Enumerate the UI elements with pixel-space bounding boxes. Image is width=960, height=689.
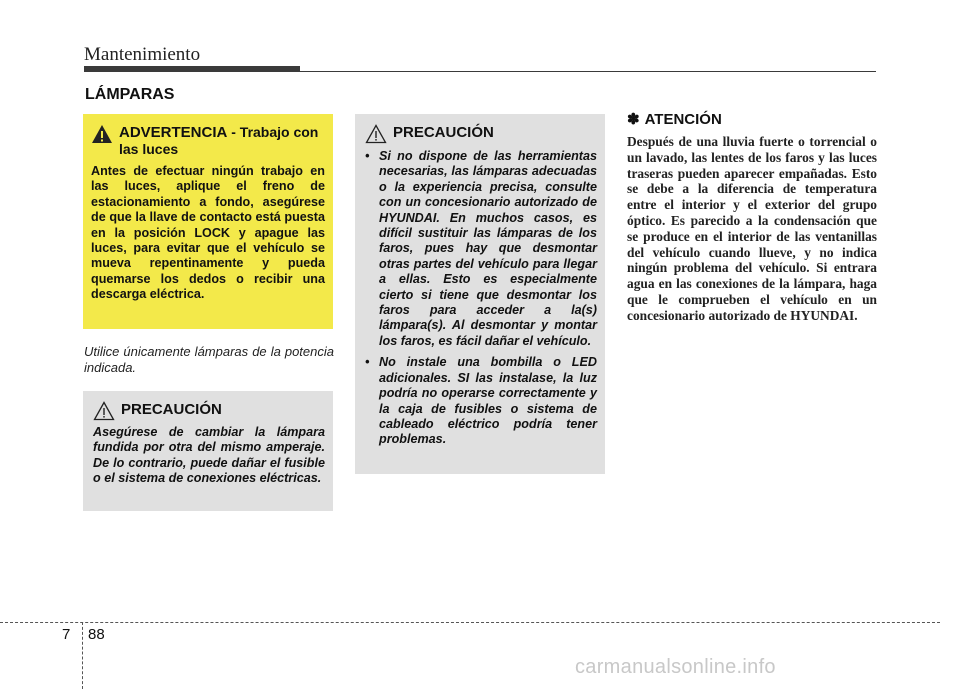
caution-title: PRECAUCIÓN xyxy=(121,401,222,418)
attention-body: Después de una lluvia fuerte o torrencial o un lavado, las lentes de los faros y las luces traseras pueden aparecer empañadas. Esto se debe a la diferencia de temperatura entre el interior y el exterior del grupo óptico. Es parecido a la condensación que se produce en el interior de las ventanillas del vehículo cuando llueve, y no indica ningún problema del vehículo. Si entrara agua en las conexiones de la lámpara, haga que le comprueben el vehículo en un concesionario autorizado de HYUNDAI. xyxy=(627,134,877,323)
bullet-text: Si no dispone de las herramientas necesarias, las lámparas adecuadas o la experiencia precisa, consulte con un concesionario autorizado de HYUNDAI. En muchos casos, es difícil sustituir las lámparas de los faros, pues hay que desmontar otras partes del vehículo para llegar a ellas. Esto es especialmente cierto si tiene que desmontar los faros para acceder a la(s) lámpara(s). Al desmontar y montar los faros, es fácil dañar el vehículo. xyxy=(379,149,597,348)
watermark: carmanualsonline.info xyxy=(575,656,776,678)
caution-box-replacement xyxy=(355,114,605,474)
header-bar xyxy=(84,66,300,72)
warning-body: Antes de efectuar ningún trabajo en las luces, aplique el freno de estacionamiento a fondo, asegúrese de que la llave de contacto está puesta en la posición LOCK y apague las luces, para evitar que el vehículo se mueva repentinamente y pueda quemarse los dedos o recibir una descarga eléctrica. xyxy=(91,164,325,302)
header-rule xyxy=(300,71,876,72)
attention-title: ATENCIÓN xyxy=(644,110,722,128)
caution-header xyxy=(93,401,325,421)
bullet-icon: • xyxy=(365,355,370,370)
page-number: 88 xyxy=(88,626,105,643)
page-header-title: Mantenimiento xyxy=(84,44,201,65)
footer-divider xyxy=(82,622,83,689)
warning-title-main: ADVERTENCIA xyxy=(119,124,228,141)
warning-box xyxy=(83,114,333,329)
warning-triangle-icon xyxy=(91,124,113,144)
chapter-number: 7 xyxy=(62,626,71,643)
caution-box-fuse xyxy=(83,391,333,511)
warning-subtitle: - Trabajo con las luces xyxy=(119,124,319,157)
warning-title xyxy=(119,124,325,158)
caution-bullet-list xyxy=(365,149,597,448)
attention-note xyxy=(627,110,877,324)
caution-triangle-icon xyxy=(365,124,387,144)
asterisk-icon: ✽ xyxy=(627,111,640,128)
list-item xyxy=(365,149,597,349)
bullet-icon: • xyxy=(365,149,370,163)
caution-title: PRECAUCIÓN xyxy=(393,124,494,141)
bullet-text: No instale una bombilla o LED adicionales. SI las instalase, la luz podría no operarse correctamente y la caja de fusibles o sistema de cableado eléctrico podría tener problemas. xyxy=(379,355,597,447)
section-title: LÁMPARAS xyxy=(85,86,175,103)
attention-header xyxy=(627,110,877,128)
footer-rule xyxy=(0,622,940,623)
usage-note: Utilice únicamente lámparas de la potencia indicada. xyxy=(84,344,334,375)
warning-header xyxy=(91,124,325,158)
list-item xyxy=(365,355,597,447)
caution-header xyxy=(365,124,597,144)
caution-body: Asegúrese de cambiar la lámpara fundida por otra del mismo amperaje. De lo contrario, puede dañar el fusible o el sistema de conexiones eléctricas. xyxy=(93,425,325,486)
caution-triangle-icon xyxy=(93,401,115,421)
